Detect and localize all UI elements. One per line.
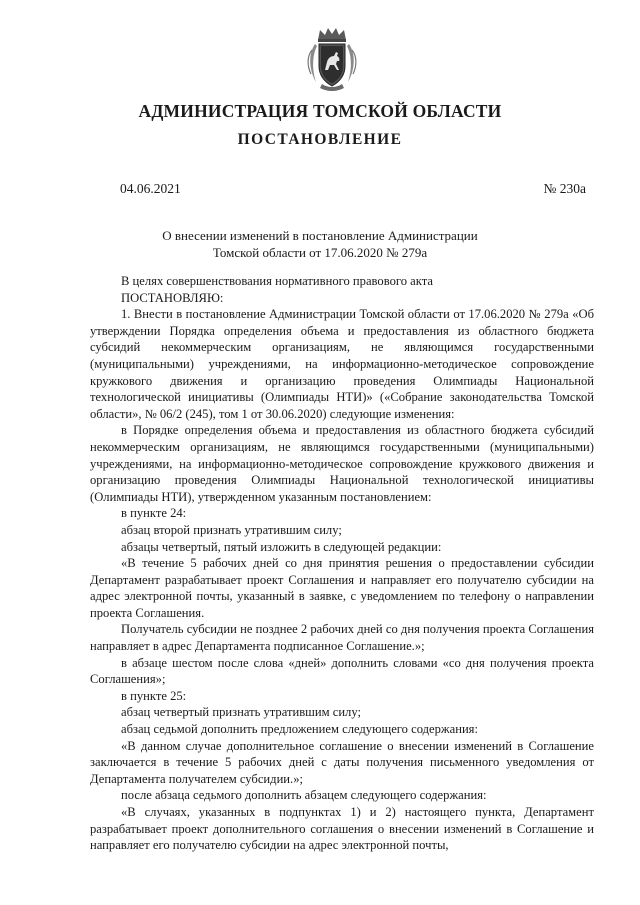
body-paragraph: в пункте 24: [121, 506, 187, 521]
document-date: 04.06.2021 [120, 181, 181, 196]
organization-title: АДМИНИСТРАЦИЯ ТОМСКОЙ ОБЛАСТИ [138, 101, 502, 121]
body-paragraph: абзац седьмой дополнить предложением следующего содержания: [121, 722, 478, 737]
body-paragraph: в Порядке определения объема и предоставления из областного бюджета субсидий некоммерческим организациям, не являющимся государственными (муниципальными) учреждениями, на информационно-методическое сопровождение кружкового движения и организацию проведения Олимпиады Национальной технологической инициативы (Олимпиады НТИ), утвержденном указанным постановлением: [90, 423, 594, 504]
subject-line: О внесении изменений в постановление Администрации [162, 228, 478, 243]
body-paragraph: «В случаях, указанных в подпунктах 1) и 2) настоящего пункта, Департамент разрабатывает проект дополнительного соглашения о внесении изменений в Соглашение и направляет его получателю субсидии на адрес электронной почты, [90, 805, 594, 853]
body-paragraph: В целях совершенствования нормативного правового акта [121, 274, 433, 288]
subject-line: Томской области от 17.06.2020 № 279а [212, 245, 428, 260]
body-paragraph: Получатель субсидии не позднее 2 рабочих дней со дня получения проекта Соглашения направляет в адрес Департамента подписанное Соглашение.»; [90, 622, 594, 654]
document-number: № 230а [543, 181, 586, 196]
body-paragraph: «В течение 5 рабочих дней со дня принятия решения о предоставлении субсидии Департамент разрабатывает проект Соглашения и направляет его получателю субсидии на адрес электронной почты, указанный в заявке, с уведомлением по телефону о направлении проекта Соглашения. [90, 556, 594, 620]
body-paragraph: в абзаце шестом после слова «дней» дополнить словами «со дня получения проекта Соглашения»; [90, 655, 594, 687]
body-paragraph: абзац четвертый признать утратившим силу; [121, 705, 361, 720]
body-paragraph: «В данном случае дополнительное соглашение о внесении изменений в Соглашение заключается в течение 5 рабочих дней с даты получения письменного уведомления от Департамента получателем субсидии.»; [90, 738, 594, 786]
document-body [90, 273, 594, 854]
body-paragraph: 1. Внести в постановление Администрации Томской области от 17.06.2020 № 279а «Об утверждении Порядка определения объема и предоставления из областного бюджета субсидий некоммерческим организациям, не являющимся государственными (муниципальными) учреждениями, на информационно-методическое сопровождение кружкового движения и организацию проведения Олимпиады Национальной технологической инициативы (Олимпиады НТИ)» («Собрание законодательства Томской области», № 06/2 (245), том 1 от 30.06.2020) следующие изменения: [90, 307, 594, 421]
document-subject [0, 227, 640, 261]
body-paragraph: после абзаца седьмого дополнить абзацем следующего содержания: [121, 788, 487, 803]
body-paragraph: в пункте 25: [121, 688, 187, 703]
body-paragraph: ПОСТАНОВЛЯЮ: [121, 290, 224, 305]
body-paragraph: абзацы четвертый, пятый изложить в следующей редакции: [121, 539, 442, 554]
coat-of-arms-icon [306, 26, 358, 92]
body-paragraph: абзац второй признать утратившим силу; [121, 522, 342, 537]
document-type-title: ПОСТАНОВЛЕНИЕ [237, 131, 403, 148]
